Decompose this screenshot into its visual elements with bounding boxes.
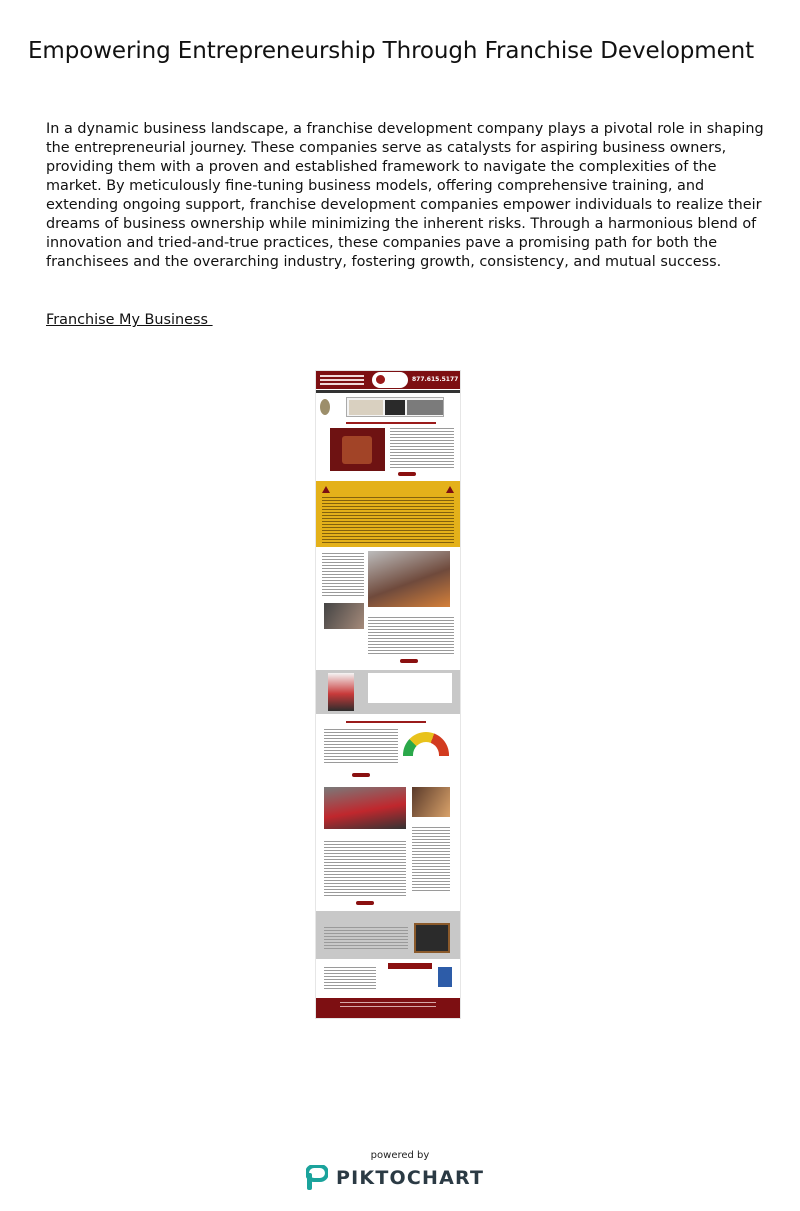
piktochart-logo-icon xyxy=(306,1165,328,1191)
thumbnail-text-block xyxy=(324,841,406,897)
page-title: Empowering Entrepreneurship Through Franchise Development xyxy=(28,38,755,64)
thumbnail-text-block xyxy=(390,428,454,468)
thumbnail-man-photo xyxy=(368,551,450,607)
thumbnail-button xyxy=(356,901,374,905)
thumbnail-warning-text xyxy=(322,497,454,543)
thumbnail-promo-image xyxy=(330,428,385,471)
thumbnail-seal-icon xyxy=(320,399,330,415)
thumbnail-interior-photo xyxy=(412,787,450,817)
thumbnail-header-text xyxy=(320,375,364,377)
thumbnail-phone-number: 877.615.5177 xyxy=(412,376,459,383)
thumbnail-footer-bar xyxy=(316,998,460,1018)
franchise-my-business-link[interactable]: Franchise My Business xyxy=(46,312,213,328)
thumbnail-text-block xyxy=(324,967,376,991)
thumbnail-quote-card xyxy=(368,673,452,703)
franchise-logo-icon xyxy=(372,372,408,388)
thumbnail-book-cover xyxy=(328,673,354,711)
thumbnail-section-heading xyxy=(346,422,436,424)
thumbnail-meeting-photo xyxy=(324,603,364,629)
thumbnail-button xyxy=(398,472,416,476)
thumbnail-nav-bar xyxy=(316,390,460,393)
thumbnail-award-badges xyxy=(346,397,444,417)
thumbnail-red-car-photo xyxy=(324,787,406,829)
learning-center-chalkboard-icon xyxy=(414,923,450,953)
thumbnail-text-block xyxy=(322,553,364,597)
powered-by-label: powered by xyxy=(370,1150,430,1161)
thumbnail-bbb-badge xyxy=(438,967,452,987)
franchise-o-meter-gauge-icon xyxy=(403,732,449,756)
thumbnail-header-bar xyxy=(316,371,460,389)
thumbnail-clients-bar xyxy=(388,963,432,969)
thumbnail-text-block xyxy=(324,729,398,765)
thumbnail-text-block xyxy=(368,617,454,655)
thumbnail-section-heading xyxy=(346,721,426,723)
thumbnail-text-block xyxy=(412,827,450,891)
thumbnail-button xyxy=(352,773,370,777)
thumbnail-text-block xyxy=(324,927,408,951)
body-paragraph: In a dynamic business landscape, a franchise development company plays a pivotal role in shaping the entrepreneurial journey. These companies serve as catalysts for aspiring business owners, providing them with a proven and established framework to navigate the complexities of the market. By meticulously fine-tuning business models, offering comprehensive training, and extending ongoing support, franchise development companies empower individuals to realize their dreams of business ownership while minimizing the inherent risks. Through a harmonious blend of innovation and tried-and-true practices, these companies pave a promising path for both the franchisees and the overarching industry, fostering growth, consistency, and mutual success. xyxy=(46,121,764,270)
thumbnail-button xyxy=(400,659,418,663)
warning-triangle-icon xyxy=(322,486,330,493)
website-screenshot-image xyxy=(316,371,460,1018)
piktochart-wordmark: PIKTOCHART xyxy=(336,1167,485,1189)
warning-triangle-icon xyxy=(446,486,454,493)
